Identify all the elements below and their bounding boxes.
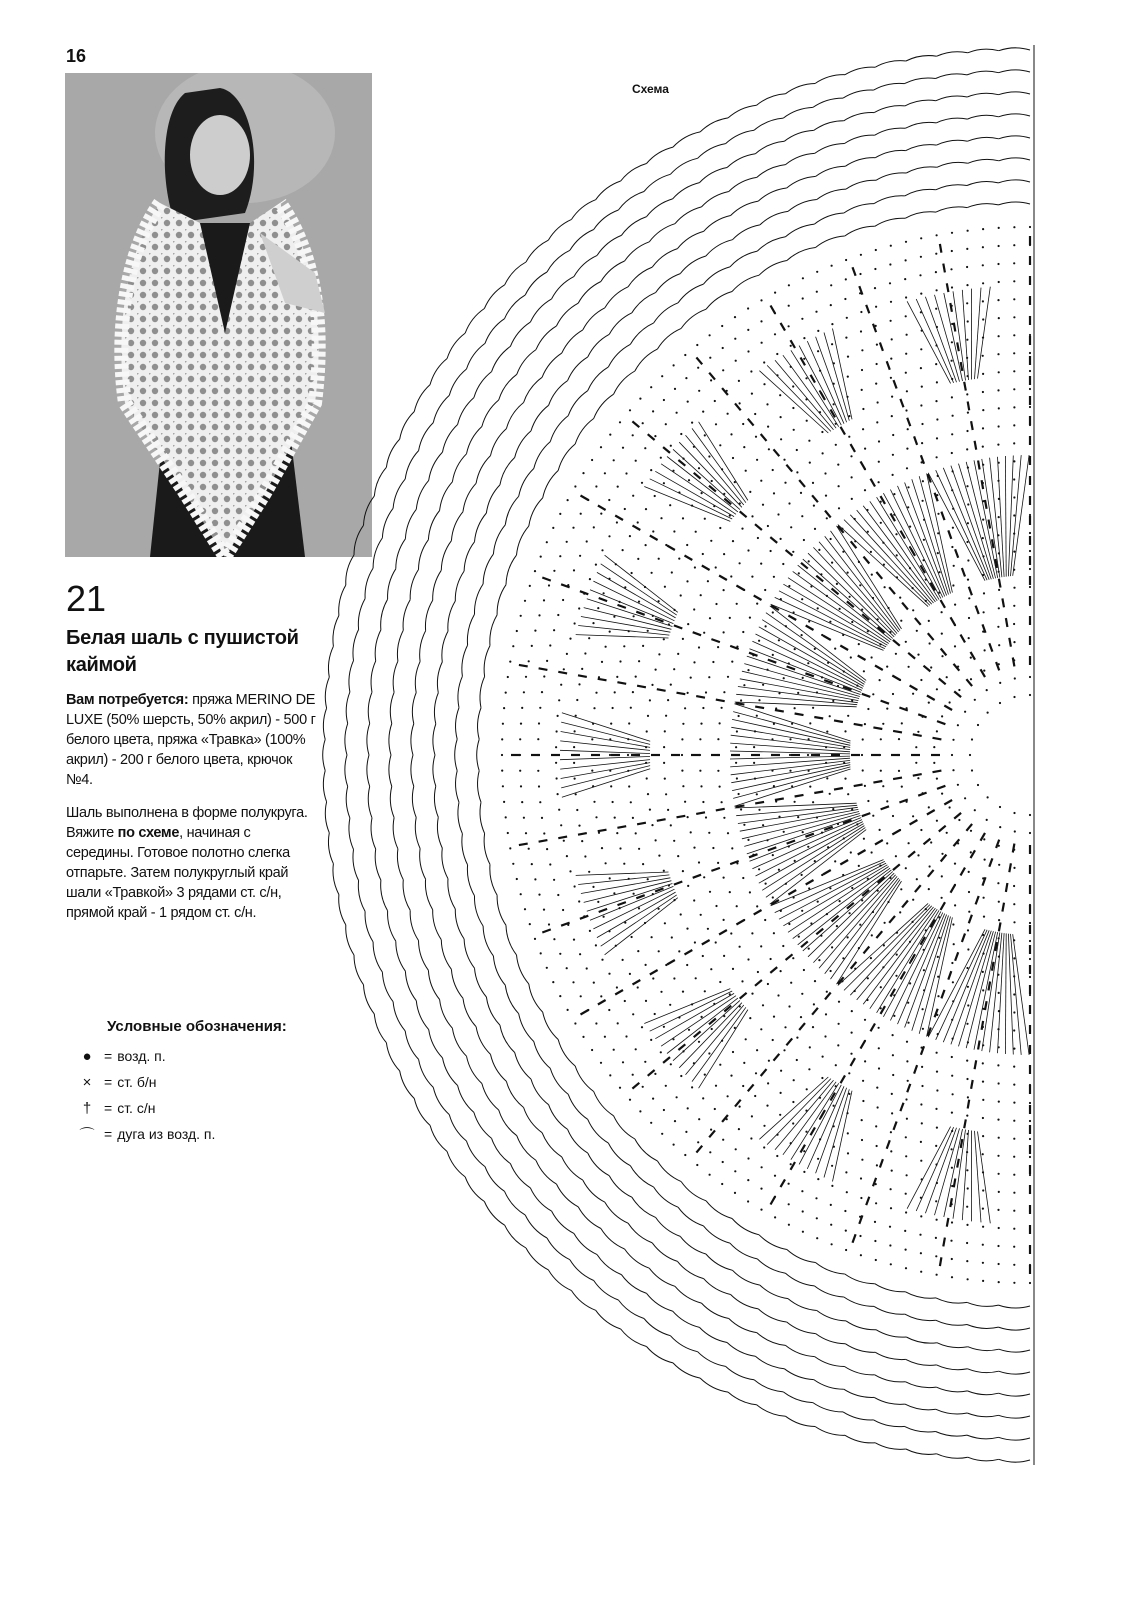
legend-item-double-crochet: † = ст. с/н <box>70 1095 215 1121</box>
legend-item-single-crochet: × = ст. б/н <box>70 1069 215 1095</box>
instructions-text-1: Шаль выполнена в форме полукруга. Вяжите <box>66 805 308 841</box>
legend-item-chain-arc: ⌒ = дуга из возд. п. <box>70 1121 215 1147</box>
legend-list <box>70 1043 215 1147</box>
arc-icon: ⌒ <box>79 1126 95 1144</box>
materials-text: пряжа MERINO DE LUXE (50% шерсть, 50% акрил) - 500 г белого цвета, пряжа «Травка» (100% акрил) - 200 г белого цвета, крючок №4. <box>66 692 316 788</box>
legend-text: ст. б/н <box>117 1074 157 1090</box>
pattern-number: 21 <box>66 578 107 619</box>
dot-icon: ● <box>82 1047 92 1065</box>
materials-paragraph <box>66 690 316 790</box>
page-number: 16 <box>66 46 87 66</box>
legend-text: возд. п. <box>117 1048 166 1064</box>
legend-title: Условные обозначения: <box>107 1018 287 1035</box>
cross-icon: × <box>82 1073 92 1091</box>
instructions-text-2: , начиная с середины. Готовое полотно слегка отпарьте. Затем полукруглый край шали «Травкой» 3 рядами ст. с/н, прямой край - 1 рядом ст. с/н. <box>66 825 290 921</box>
materials-label: Вам потребуется: <box>66 692 189 708</box>
legend-text: ст. с/н <box>117 1100 156 1116</box>
scheme-label: Схема <box>632 82 669 96</box>
pattern-title: Белая шаль с пушистой каймой <box>66 627 299 676</box>
dagger-icon: † <box>82 1099 92 1117</box>
instructions-paragraph <box>66 803 316 923</box>
legend-item-chain: ● = возд. п. <box>70 1043 215 1069</box>
instructions-emphasis: по схеме <box>117 825 180 841</box>
legend-text: дуга из возд. п. <box>117 1126 216 1142</box>
shawl-photo <box>65 73 372 557</box>
